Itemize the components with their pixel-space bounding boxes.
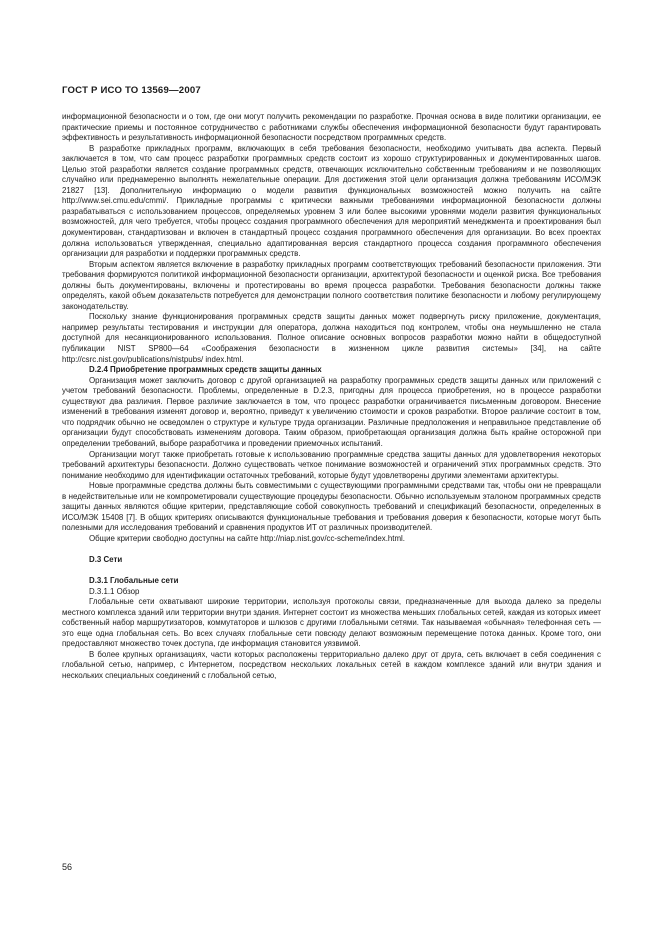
paragraph: информационной безопасности и о том, где они могут получить рекомендации по разработке. Прочная основа в виде политики организации, ее практические приемы и постоянное сотрудничество с работниками службы обеспечения информационной безопасности будут гарантировать эффективность и результативность информационной безопасности посредством программных средств. xyxy=(62,112,601,143)
page-number: 56 xyxy=(62,862,73,872)
paragraph: Организации могут также приобретать готовые к использованию программные средства защиты данных для удовлетворения некоторых требований архитектуры безопасности. Должно существовать четкое понимание возможностей и ограничений этих программных средств. Это понимание необходимо для идентификации остаточных требований, которые будут удовлетворены другими элементами архитектуры. xyxy=(62,449,601,480)
section-heading-d31: D.3.1 Глобальные сети xyxy=(89,575,179,585)
paragraph: В более крупных организациях, части которых расположены территориально далеко друг от друга, сеть включает в себя соединения с глобальной сетью, например, с Интернетом, посредством нескольких локальных сетей в каждом комплексе зданий или внутри здания и нескольких специальных соединений с глобальной сетью, xyxy=(62,649,601,680)
paragraph: В разработке прикладных программ, включающих в себя требования безопасности, необходимо учитывать два аспекта. Первый заключается в том, что сам процесс разработки программных средств состоит из хорошо структурированных и документированных шагов. Целью этой разработки является создание программных средств, отвечающих исключительно собственным требованиям и не позволяющих случайно или преднамеренно выполнять нежелательные операции. Для достижения этой цели организация должна требованиям ИСО/МЭК 21827 [13]. Дополнительную информацию о модели развития функциональных возможностей можно получить на сайте http://www.sei.cmu.edu/cmmi/. Прикладные программы с критически важными требованиями информационной безопасности должны разрабатываться с использованием процессов, определяемых уровнем 3 или более высокими уровнями модели развития функциональных возможностей, для чего требуется, чтобы процесс создания программного обеспечения для мероприятий менеджмента и проектирования был документирован, стандартизован и включен в стандартный процесс создания программного обеспечения для организации. Во всех проектах должна использоваться утвержденная, специально адаптированная версия стандартного процесса создания программного обеспечения организации для разработки и поддержки программных средств. xyxy=(62,143,601,259)
subsection-heading-d311: D.3.1.1 Обзор xyxy=(89,586,140,596)
paragraph: Организация может заключить договор с другой организацией на разработку программных средств защиты данных или приложений с учетом требований безопасности. Проблемы, определенные в D.2.3, пригодны для процесса приобретения, но в процессе разработки существуют два различия. Первое различие заключается в том, что процесс разработки ограничивается письменным договором. Внесение изменений в требования изменят договор и, вероятно, приведут к увеличению стоимости и сроков разработки. Второе различие состоит в том, что подрядчик обычно не осведомлен о структуре и культуре труда организации. Различные предположения и неправильное представление об организации будут способствовать изменениям договора. Таким образом, приобретающая организация должна быть крайне осторожной при определении требований, выборе разработчика и проведении приемочных испытаний. xyxy=(62,375,601,448)
section-heading-d24: D.2.4 Приобретение программных средств защиты данных xyxy=(89,365,322,375)
document-header: ГОСТ Р ИСО ТО 13569—2007 xyxy=(62,85,201,96)
paragraph: Общие критерии свободно доступны на сайте http://niap.nist.gov/cc-scheme/index.html. xyxy=(89,533,406,543)
paragraph: Поскольку знание функционирования программных средств защиты данных может подвергнуть риску приложение, документация, например результаты тестирования и инструкции для оператора, должна находиться под контролем, чтобы она неумышленно не стала доступной для несанкционированного использования. Полное описание основных вопросов разработки можно найти в общедоступной публикации NIST SP800—64 «Соображения безопасности в жизненном цикле развития системы» [34], на сайте http://csrc.nist.gov/publications/nistpubs/ index.html. xyxy=(62,312,601,364)
paragraph: Новые программные средства должны быть совместимыми с существующими программными средствами так, чтобы они не превращали в недействительные или не компрометировали существующие процедуры безопасности. Обычно используемым эталоном программных средств защиты данных являются общие критерии, представляющие собой совокупность требований и спецификаций безопасности, определенных в ИСО/МЭК 15408 [7]. В общих критериях описываются функциональные требования и требования доверия к безопасности, которые могут быть полезными для исследования требований и сравнения продуктов ИТ от различных производителей. xyxy=(62,481,601,533)
document-body xyxy=(62,112,601,681)
section-heading-d3: D.3 Сети xyxy=(89,554,123,564)
paragraph: Глобальные сети охватывают широкие территории, используя протоколы связи, предназначенные для выхода далеко за пределы местного комплекса зданий или территории внутри здания. Интернет состоит из множества меньших глобальных сетей, каждая из которых имеет собственный набор маршрутизаторов, коммутаторов и шлюзов с другими глобальными сетями. Так называемая «обычная» телефонная сеть — это еще одна глобальная сеть. Во всех случаях глобальные сети повсюду делают возможным перемещение потока данных. Кроме того, они предоставляют множество точек доступа, где информация становится уязвимой. xyxy=(62,597,601,649)
paragraph: Вторым аспектом является включение в разработку прикладных программ соответствующих требований безопасности приложения. Эти требования формируются политикой информационной безопасности организации, архитектурой безопасности и оценкой риска. Все требования должны быть документированы, включены и протестированы во время процесса разработки. Требования безопасности должны также определять, какой объем доказательств потребуется для демонстрации полного соответствия политике безопасности и любому регулирующему законодательству. xyxy=(62,259,601,311)
